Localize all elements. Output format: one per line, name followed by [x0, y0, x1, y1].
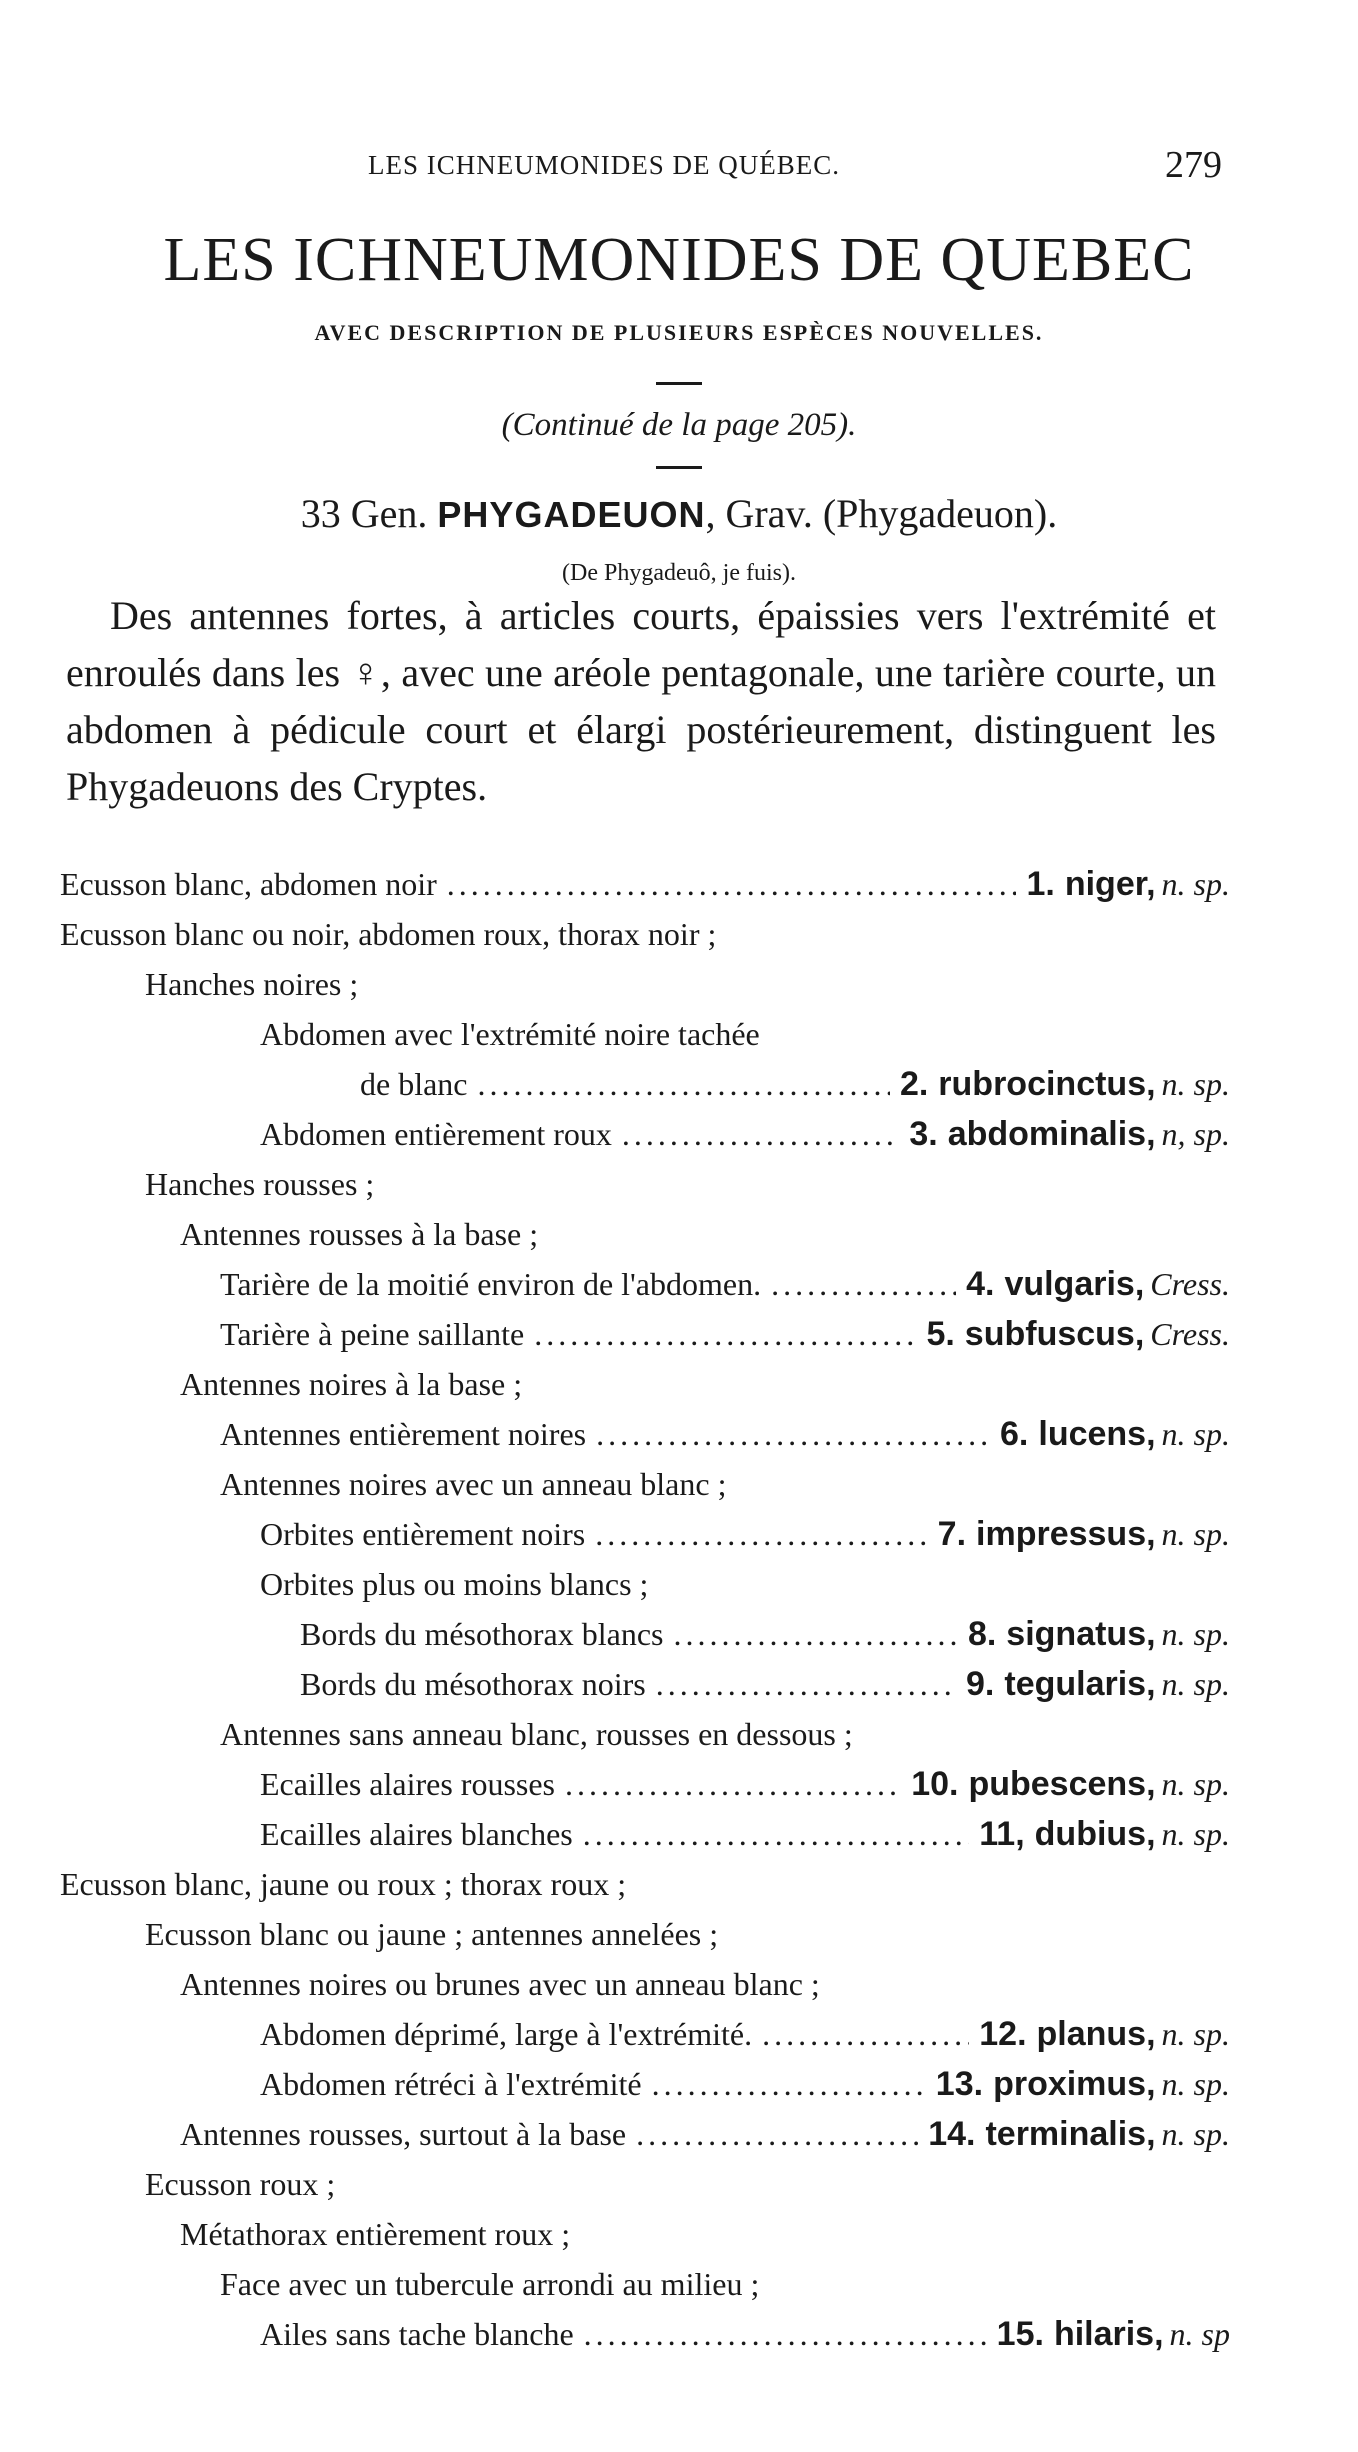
key-text: Abdomen rétréci à l'extrémité [260, 2066, 642, 2102]
key-entry [220, 1260, 1230, 1308]
key-text: Métathorax entièrement roux ; [180, 2216, 571, 2252]
key-entry [260, 1810, 1230, 1858]
species-authority: n. sp. [1161, 1666, 1230, 1702]
species-number: 12. [979, 2015, 1027, 2053]
key-entry [260, 2310, 1230, 2358]
species-name: hilaris, [1053, 2315, 1164, 2353]
key-entry [300, 1610, 1230, 1658]
dot-leader [636, 2110, 918, 2158]
dot-leader [674, 1610, 958, 1658]
genus-name: PHYGADEUON [437, 494, 706, 535]
species-number: 8. [967, 1615, 997, 1653]
species-name: lucens, [1038, 1415, 1156, 1453]
species-name: subfuscus, [964, 1315, 1145, 1353]
species-name: pubescens, [968, 1765, 1156, 1803]
key-heading [180, 1960, 1230, 2008]
key-text: de blanc [360, 1066, 468, 1102]
key-text: Antennes noires avec un anneau blanc ; [220, 1466, 727, 1502]
genus-prefix: 33 Gen. [300, 491, 428, 536]
page-subtitle: AVEC DESCRIPTION DE PLUSIEURS ESPÈCES NOUVELLES. [314, 320, 1044, 345]
species-authority: n. sp. [1161, 2116, 1230, 2152]
species-authority: n. sp. [1161, 1416, 1230, 1452]
key-heading [180, 1210, 1230, 1258]
dot-leader [447, 860, 1017, 908]
intro-paragraph: Des antennes fortes, à articles courts, épaissies vers l'extrémité et enroulés dans les ♀, avec une aréole pentagonale, une tarière courte, un abdomen à pédicule court et élargi postérieurement, distinguent les Phygadeuons des Cryptes. [66, 593, 1216, 809]
key-text: Hanches rousses ; [145, 1166, 375, 1202]
key-entry [220, 1410, 1230, 1458]
key-text: Ecusson blanc ou noir, abdomen roux, thorax noir ; [60, 916, 717, 952]
species-authority: n. sp. [1161, 1616, 1230, 1652]
species-authority: n. sp. [1161, 1816, 1230, 1852]
key-entry [180, 2110, 1230, 2158]
key-heading [220, 1460, 1230, 1508]
species-number: 6. [1000, 1415, 1029, 1453]
species-number: 3. [909, 1115, 938, 1153]
genus-suffix: , Grav. (Phygadeuon). [705, 491, 1058, 536]
species-authority: n. sp. [1161, 1516, 1230, 1552]
dot-leader [534, 1310, 916, 1358]
species-number: 4. [966, 1265, 995, 1303]
key-text: Abdomen entièrement roux [260, 1116, 612, 1152]
dot-leader [584, 2310, 987, 2358]
key-heading [145, 2160, 1230, 2208]
species-name: terminalis, [985, 2115, 1156, 2153]
key-text: Ecusson blanc, jaune ou roux ; thorax roux ; [60, 1866, 627, 1902]
dot-leader [652, 2060, 926, 2108]
key-heading [180, 1360, 1230, 1408]
key-text: Orbites plus ou moins blancs ; [260, 1566, 649, 1602]
key-text: Hanches noires ; [145, 966, 359, 1002]
species-authority: n. sp. [1161, 866, 1230, 902]
key-heading [60, 1860, 1230, 1908]
dot-leader [656, 1660, 956, 1708]
dot-leader [622, 1110, 899, 1158]
dot-leader [596, 1410, 990, 1458]
species-number: 14. [928, 2115, 976, 2153]
key-heading [145, 1910, 1230, 1958]
dot-leader [771, 1260, 956, 1308]
species-name: tegularis, [1004, 1665, 1156, 1703]
key-heading [60, 910, 1230, 958]
key-heading [220, 1710, 1230, 1758]
species-name: signatus, [1006, 1615, 1156, 1653]
key-text: Antennes rousses, surtout à la base [180, 2116, 627, 2152]
key-entry [300, 1660, 1230, 1708]
species-number: 15. [996, 2315, 1044, 2353]
key-entry [260, 1110, 1230, 1158]
key-text: Antennes noires à la base ; [180, 1366, 523, 1402]
key-text: Bords du mésothorax noirs [300, 1666, 646, 1702]
species-number: 7. [937, 1515, 967, 1553]
species-number: 2. [899, 1065, 929, 1103]
etymology: (De Phygadeuô, je fuis). [562, 560, 796, 586]
key-text: Face avec un tubercule arrondi au milieu ; [220, 2266, 760, 2302]
key-heading [260, 1560, 1230, 1608]
species-number: 10. [911, 1765, 959, 1803]
species-name: vulgaris, [1004, 1265, 1145, 1303]
dot-leader [762, 2010, 969, 2058]
species-name: planus, [1036, 2015, 1156, 2053]
key-text: Tarière de la moitié environ de l'abdomen. [220, 1266, 762, 1302]
species-authority: n. sp. [1161, 1066, 1230, 1102]
dot-leader [595, 1510, 927, 1558]
key-entry [360, 1060, 1230, 1108]
page-number: 279 [1165, 144, 1222, 186]
key-text: Ecusson roux ; [145, 2166, 336, 2202]
key-text: Orbites entièrement noirs [260, 1516, 586, 1552]
key-text: Ecailles alaires blanches [260, 1816, 573, 1852]
species-number: 5. [926, 1315, 955, 1353]
species-authority: n. sp. [1161, 2066, 1230, 2102]
key-text: Abdomen déprimé, large à l'extrémité. [260, 2016, 753, 2052]
key-text: Antennes rousses à la base ; [180, 1216, 539, 1252]
key-heading [145, 960, 1230, 1008]
species-number: 13. [935, 2065, 984, 2103]
key-text: Antennes entièrement noires [220, 1416, 587, 1452]
species-number: 1. [1026, 865, 1055, 903]
key-entry [260, 2060, 1230, 2108]
species-name: rubrocinctus, [938, 1065, 1156, 1103]
species-name: dubius, [1034, 1815, 1156, 1853]
key-text: Antennes noires ou brunes avec un anneau blanc ; [180, 1966, 820, 2002]
key-text: Ecailles alaires rousses [260, 1766, 555, 1802]
key-heading [180, 2210, 1230, 2258]
dot-leader [583, 1810, 970, 1858]
key-entry [260, 1510, 1230, 1558]
key-text: Ecusson blanc, abdomen noir [60, 866, 437, 902]
species-authority: n. sp [1169, 2316, 1230, 2352]
key-text: Abdomen avec l'extrémité noire tachée [260, 1016, 760, 1052]
species-authority: n. sp. [1161, 2016, 1230, 2052]
key-entry [220, 1310, 1230, 1358]
species-name: niger, [1064, 865, 1156, 903]
species-number: 11, [979, 1815, 1025, 1853]
dot-leader [478, 1060, 890, 1108]
key-heading [145, 1160, 1230, 1208]
continued-text: (Continué de la page 205). [501, 407, 857, 443]
species-number: 9. [966, 1665, 995, 1703]
key-entry [260, 2010, 1230, 2058]
key-text: Antennes sans anneau blanc, rousses en dessous ; [220, 1716, 853, 1752]
species-authority: Cress. [1150, 1316, 1230, 1352]
dot-leader [565, 1760, 901, 1808]
key-entry [260, 1760, 1230, 1808]
species-name: impressus, [976, 1515, 1156, 1553]
species-authority: n, sp. [1161, 1116, 1230, 1152]
species-name: proximus, [993, 2065, 1156, 2103]
key-text: Bords du mésothorax blancs [300, 1616, 664, 1652]
page-title: LES ICHNEUMONIDES DE QUEBEC [163, 226, 1195, 294]
key-heading [260, 1010, 1230, 1058]
species-name: abdominalis, [947, 1115, 1156, 1153]
key-entry [60, 860, 1230, 908]
running-title: LES ICHNEUMONIDES DE QUÉBEC. [368, 150, 840, 180]
species-authority: Cress. [1150, 1266, 1230, 1302]
key-text: Ailes sans tache blanche [260, 2316, 574, 2352]
key-heading [220, 2260, 1230, 2308]
species-authority: n. sp. [1161, 1766, 1230, 1802]
key-text: Tarière à peine saillante [220, 1316, 525, 1352]
key-text: Ecusson blanc ou jaune ; antennes annelées ; [145, 1916, 719, 1952]
